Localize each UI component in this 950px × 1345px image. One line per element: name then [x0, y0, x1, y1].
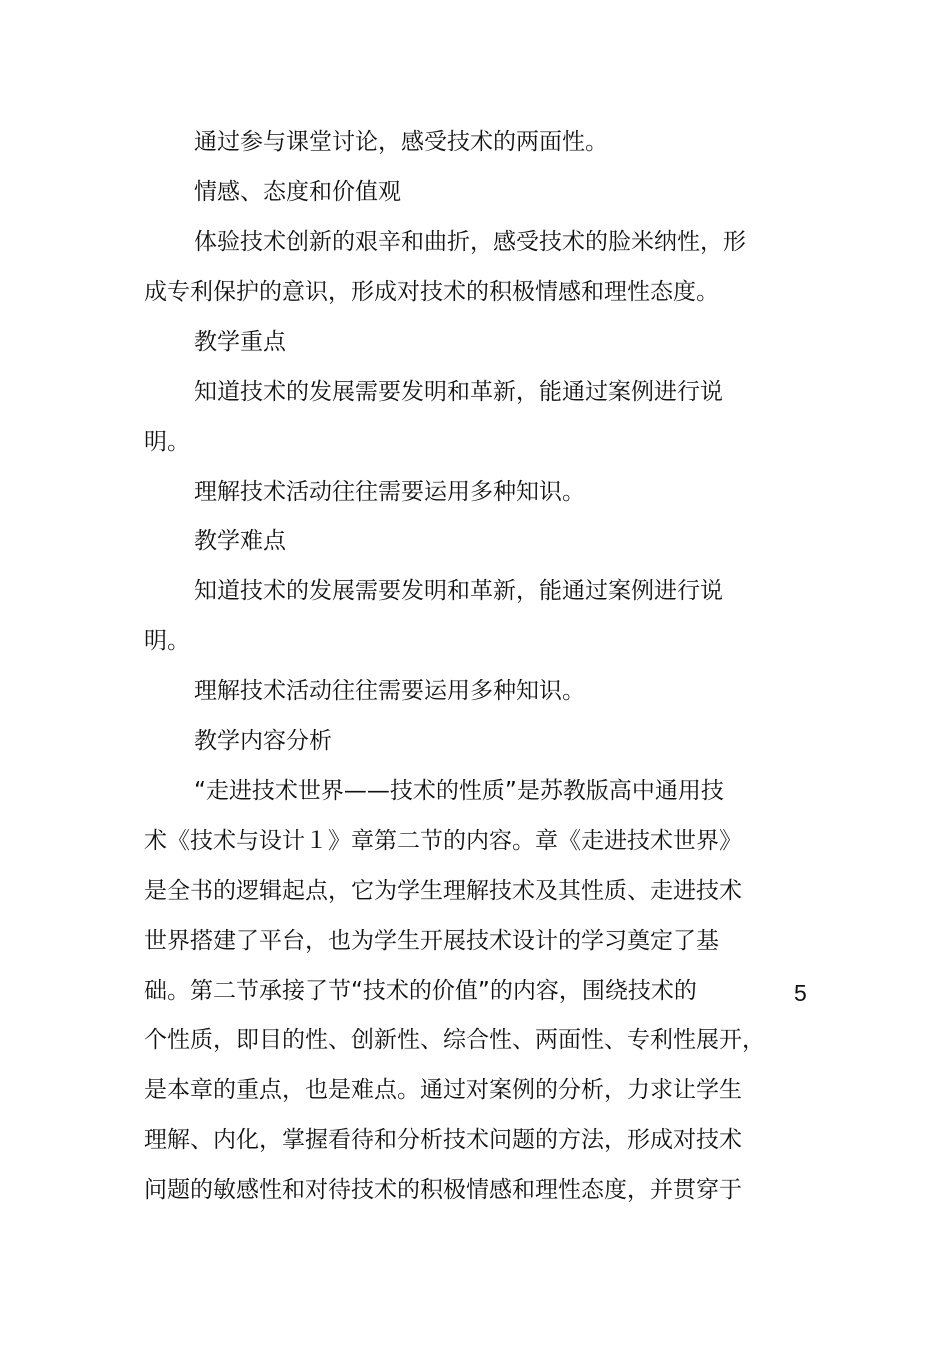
- line-text: 是全书的逻辑起点，它为学生理解技术及其性质、走进技术: [144, 878, 742, 904]
- line-text: 教学重点: [194, 329, 286, 355]
- line-text: 明。: [144, 429, 190, 455]
- line-text: 明。: [144, 628, 190, 654]
- line-text: 理解技术活动往往需要运用多种知识。: [194, 678, 585, 704]
- line-text: 通过参与课堂讨论，感受技术的两面性。: [194, 129, 608, 155]
- line-text: 理解、内化，掌握看待和分析技术问题的方法，形成对技术: [144, 1127, 742, 1153]
- line-text: 情感、态度和价值观: [194, 179, 401, 205]
- line-text: 体验技术创新的艰辛和曲折，感受技术的脸米纳性，形: [194, 229, 746, 255]
- line-text: 知道技术的发展需要发明和革新，能通过案例进行说: [194, 379, 723, 405]
- line-text: 成专利保护的意识，形成对技术的积极情感和理性态度。: [144, 279, 719, 305]
- line-text: 教学难点: [194, 528, 286, 554]
- line-text: 个性质，即目的性、创新性、综合性、两面性、专利性展开，: [144, 1027, 765, 1053]
- line-text: 知道技术的发展需要发明和革新，能通过案例进行说: [194, 578, 723, 604]
- line-text: 教学内容分析: [194, 728, 332, 754]
- line-text: 问题的敏感性和对待技术的积极情感和理性态度，并贯穿于: [144, 1177, 742, 1203]
- line-text: “走进技术世界——技术的性质”是苏教版高中通用技: [194, 778, 724, 804]
- line-text: 世界搭建了平台，也为学生开展技术设计的学习奠定了基: [144, 928, 719, 954]
- line-text: 是本章的重点，也是难点。通过对案例的分析，力求让学生: [144, 1077, 742, 1103]
- line-text: 础。第二节承接了节“技术的价值”的内容，围绕技术的: [144, 978, 697, 1004]
- page-number: 5: [794, 980, 807, 1006]
- line-text: 理解技术活动往往需要运用多种知识。: [194, 479, 585, 505]
- line-text: 术《技术与设计１》章第二节的内容。章《走进技术世界》: [144, 828, 742, 854]
